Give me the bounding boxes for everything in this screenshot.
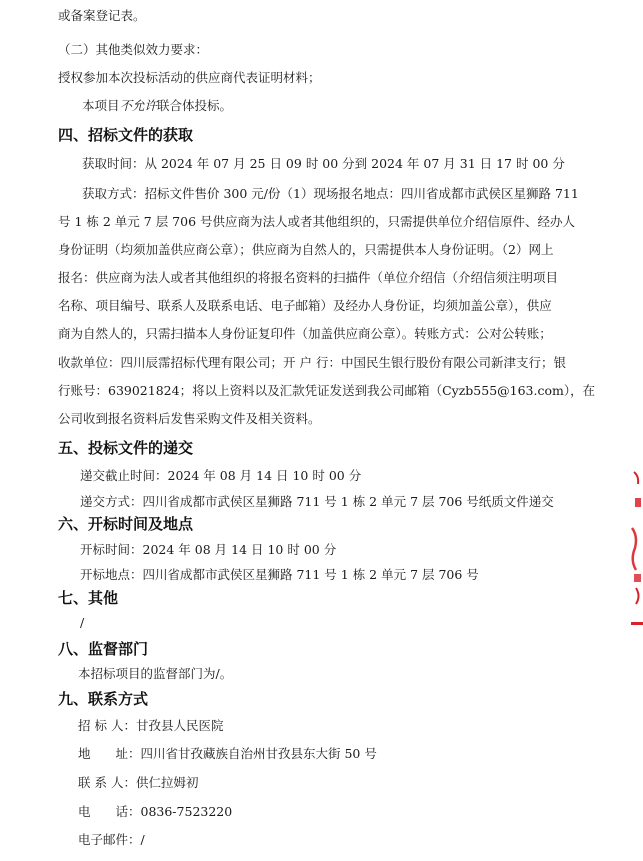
text-line: 递交截止时间：2024 年 08 月 14 日 10 时 00 分 bbox=[80, 468, 362, 483]
text-line: 获取时间：从 2024 年 07 月 25 日 09 时 00 分到 2024 年 07 月 31 日 17 时 00 分 bbox=[82, 156, 565, 171]
text-line: 或备案登记表。 bbox=[58, 8, 146, 23]
text-line: 获取方式：招标文件售价 300 元/份（1）现场报名地点：四川省成都市武侯区星狮路 711 bbox=[82, 186, 579, 201]
text-line: 递交方式：四川省成都市武侯区星狮路 711 号 1 栋 2 单元 7 层 706 号纸质文件递交 bbox=[80, 494, 554, 509]
stamp-edge bbox=[626, 470, 643, 630]
section-heading: 八、监督部门 bbox=[58, 640, 149, 658]
text-line: 开标时间：2024 年 08 月 14 日 10 时 00 分 bbox=[80, 542, 337, 557]
contact-line: 电 话：0836-7523220 bbox=[78, 804, 233, 819]
section-heading: 九、联系方式 bbox=[58, 690, 149, 708]
text-line: 公司收到报名资料后发售采购文件及相关资料。 bbox=[58, 411, 321, 426]
text-segment: 本项目 bbox=[82, 98, 120, 113]
contact-line: 地 址：四川省甘孜藏族自治州甘孜县东大街 50 号 bbox=[78, 746, 377, 761]
text-line: 名称、项目编号、联系人及联系电话、电子邮箱）及经办人身份证，均须加盖公章），供应 bbox=[58, 298, 552, 313]
text-line: 开标地点：四川省成都市武侯区星狮路 711 号 1 栋 2 单元 7 层 706 号 bbox=[80, 567, 479, 582]
text-line: 行账号：639021824；将以上资料以及汇款凭证发送到我公司邮箱（Cyzb555@163.com），在 bbox=[58, 383, 596, 398]
text-segment: 联合体投标。 bbox=[157, 98, 233, 113]
contact-line: 联 系 人：供仁拉姆初 bbox=[78, 775, 199, 790]
text-line: 授权参加本次投标活动的供应商代表证明材料； bbox=[58, 70, 321, 85]
emphasis-text: 不允许 bbox=[119, 98, 158, 113]
text-line: 收款单位：四川辰霈招标代理有限公司；开 户 行：中国民生银行股份有限公司新津支行；银 bbox=[58, 355, 566, 370]
text-line: 报名：供应商为法人或者其他组织的将报名资料的扫描件（单位介绍信（介绍信须注明项目 bbox=[58, 270, 559, 285]
text-line bbox=[82, 96, 232, 116]
section-heading: 七、其他 bbox=[58, 589, 119, 607]
text-line: 商为自然人的，只需扫描本人身份证复印件（加盖供应商公章）。转账方式：公对公转账； bbox=[58, 326, 552, 341]
text-line: 身份证明（均须加盖供应商公章）；供应商为自然人的，只需提供本人身份证明。（2）网上 bbox=[58, 242, 554, 257]
section-heading: 四、招标文件的获取 bbox=[58, 126, 194, 144]
contact-line: 电子邮件：/ bbox=[78, 832, 145, 847]
text-line: 号 1 栋 2 单元 7 层 706 号供应商为法人或者其他组织的，只需提供单位介绍信原件、经办人 bbox=[58, 214, 576, 229]
text-line: / bbox=[80, 615, 85, 630]
section-heading: 五、投标文件的递交 bbox=[58, 439, 194, 457]
contact-line: 招 标 人：甘孜县人民医院 bbox=[78, 718, 224, 733]
text-line: 本招标项目的监督部门为/。 bbox=[78, 666, 233, 681]
section-heading: 六、开标时间及地点 bbox=[58, 515, 194, 533]
text-line: （二）其他类似效力要求： bbox=[58, 42, 209, 57]
